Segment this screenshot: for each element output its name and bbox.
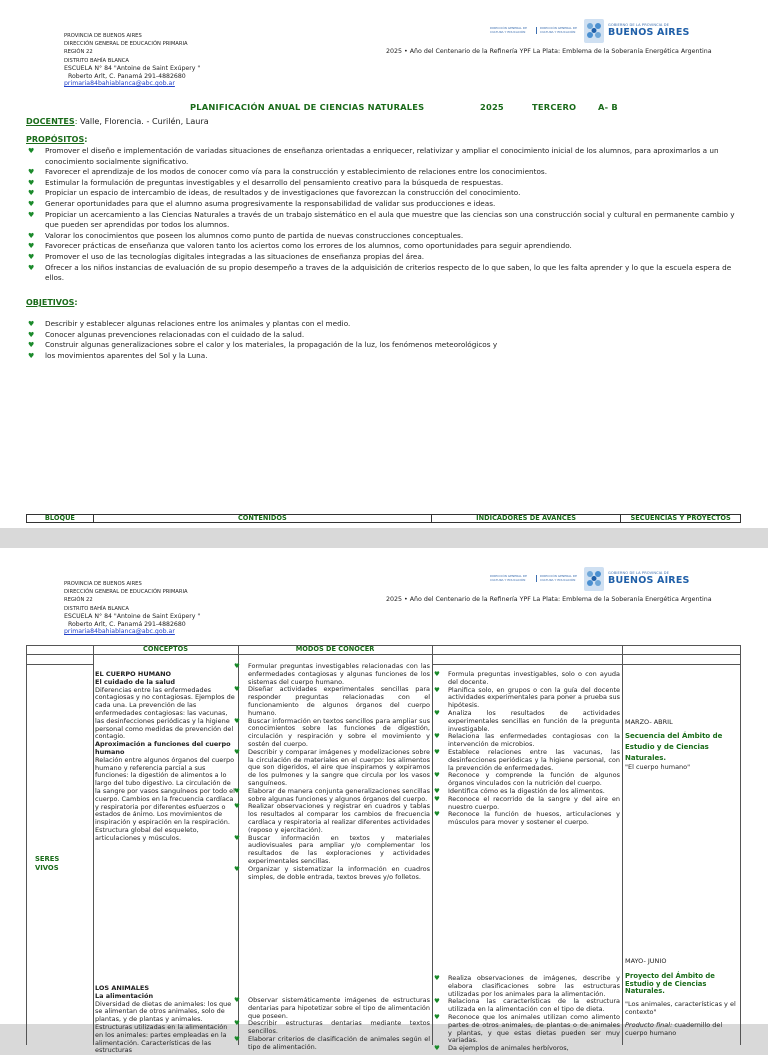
indicador-item (434, 671, 620, 687)
header-line: PROVINCIA DE BUENOS AIRES (64, 581, 142, 587)
logo-title: BUENOS AIRES (608, 575, 690, 586)
table-border (740, 645, 741, 1045)
modo-conocer-item-text: Describir y comparar imágenes y modelizaciones sobre la circulación de materiales en el cuerpo: los alimentos que son digeridos, el aire que inspiramos y expiramos de los pulmones y la sangre que circula por los vasos sanguíneos. (248, 747, 430, 787)
indicador-item-text: Relaciona las características de la estructura utilizada en la alimentación con el tipo de dieta. (448, 997, 620, 1014)
proposito-item (26, 199, 746, 210)
proposito-item (26, 241, 746, 252)
school-email-link[interactable]: primaria84bahiablanca@abc.gob.ar (64, 628, 175, 636)
docentes-names: Valle, Florencia. - Curilén, Laura (80, 116, 209, 126)
header-line: REGIÓN 22 (64, 49, 93, 56)
title-grade: TERCERO (532, 102, 577, 112)
indicador-item (434, 772, 620, 788)
header-line: DIRECCIÓN GENERAL DE EDUCACIÓN PRIMARIA (64, 41, 188, 48)
indicador-item (434, 796, 620, 812)
proposito-item (26, 178, 746, 189)
title-sections: A- B (598, 102, 618, 112)
objetivo-item (26, 330, 746, 341)
heart-bullet-icon: ♥ (234, 786, 240, 795)
heart-bullet-icon: ♥ (434, 974, 440, 982)
objetivo-item-text: Describir y establecer algunas relaciones entre los animales y plantas con el medio. (45, 319, 351, 328)
modo-conocer-item (234, 663, 430, 686)
producto-final: Producto final: cuadernillo del cuerpo humano (625, 1020, 723, 1037)
objetivo-item-text: los movimientos aparentes del Sol y la Luna. (45, 350, 208, 360)
heart-bullet-icon: ♥ (434, 708, 440, 717)
docentes-label: DOCENTES (26, 116, 75, 126)
heart-bullet-icon: ♥ (234, 662, 240, 670)
header-line: PROVINCIA DE BUENOS AIRES (64, 33, 142, 39)
objetivos-list (26, 319, 746, 361)
proyecto-animales (625, 958, 737, 1037)
proposito-item-text: Promover el diseño e implementación de variadas situaciones de enseñanza orientadas a enriquecer, relativizar y ampliar el conocimiento inicial de los alumnos, para aproximarlos a un conocimiento socialmente significativo. (45, 146, 719, 166)
school-name: ESCUELA N° 84 "Antoine de Saint Exúpery " (64, 612, 201, 620)
modo-conocer-item-text: Describir estructuras dentarias mediante textos sencillos. (248, 1019, 430, 1036)
heart-bullet-icon: ♥ (28, 341, 35, 350)
heart-bullet-icon: ♥ (234, 685, 240, 694)
objetivos-heading: OBJETIVOS: (26, 298, 78, 307)
planning-table (26, 645, 741, 1055)
indicador-item (434, 710, 620, 733)
modo-conocer-item-text: Organizar y sistematizar la información en cuadros simples, de doble entrada, textos breves y/o folletos. (248, 864, 430, 881)
heart-bullet-icon: ♥ (234, 1019, 240, 1028)
modo-conocer-item (234, 788, 430, 804)
province-emblem-icon (582, 17, 606, 45)
modo-conocer-item-text: Realizar observaciones y registrar en cuadros y tablas los resultados al comparar los cambios de frecuencia cardíaca y respiratoria al realizar diferentes actividades (reposo y ejercitación). (248, 802, 430, 834)
province-emblem-icon (582, 565, 606, 593)
government-logos (490, 17, 690, 45)
indicador-item-text: Reconoce que los animales utilizan como alimento partes de otros animales, de plantas o de animales y plantas, y que estas dietas pueden ser muy variadas. (448, 1012, 620, 1045)
heart-bullet-icon: ♥ (434, 670, 440, 678)
secuencia-name: "El cuerpo humano" (625, 762, 691, 771)
modo-conocer-item (234, 686, 430, 717)
heart-bullet-icon: ♥ (234, 1034, 240, 1043)
table-border (432, 664, 740, 665)
indicador-item-text: Reconoce y comprende la función de algunos órganos vinculados con la nutrición del cuerpo. (448, 771, 620, 788)
proposito-item (26, 252, 746, 263)
heart-bullet-icon: ♥ (28, 231, 35, 240)
objetivo-item-text: Construir algunas generalizaciones sobre el calor y los materiales, la propagación de la luz, los fenómenos meteorológicos y (45, 340, 498, 350)
heart-bullet-icon: ♥ (434, 786, 440, 795)
direccion-logo-text: DIRECCIÓN GENERAL DE CULTURA Y EDUCACIÓN (536, 575, 580, 582)
modo-conocer-item-text: Buscar información en textos y materiales audiovisuales para ampliar y/o complementar los resultados de las exploraciones y actividades experimentales sencillas. (248, 833, 430, 865)
secuencia-cuerpo-humano (625, 719, 737, 772)
year-motto: 2025 • Año del Centenario de la Refinería YPF La Plata: Emblema de la Soberanía Energética Argentina (386, 596, 712, 603)
col-modos-conocer: MODOS DE CONOCER (295, 645, 375, 653)
modo-conocer-item (234, 1036, 430, 1052)
modo-conocer-item (234, 803, 430, 834)
modo-conocer-item (234, 866, 430, 882)
modo-conocer-item-text: Diseñar actividades experimentales sencillas para responder preguntas relacionadas con el funcionamiento de algunos órganos del cuerpo humano. (248, 685, 430, 717)
header-line: REGIÓN 22 (64, 597, 93, 604)
document-page-2 (0, 548, 768, 1055)
heart-bullet-icon: ♥ (434, 732, 440, 741)
table-border (432, 645, 433, 1045)
indicador-item (434, 733, 620, 749)
heart-bullet-icon: ♥ (234, 747, 240, 756)
indicador-item-text: Da ejemplos de animales herbívoros, (448, 1044, 569, 1053)
proposito-item-text: Favorecer el aprendizaje de los modos de conocer como vía para la construcción y establecimiento de relaciones entre los conocimientos. (45, 167, 547, 177)
heart-bullet-icon: ♥ (28, 252, 35, 261)
heart-bullet-icon: ♥ (28, 351, 35, 360)
table-border (26, 654, 741, 655)
planning-table-header (26, 514, 741, 523)
heart-bullet-icon: ♥ (434, 685, 440, 694)
indicador-item (434, 749, 620, 772)
objetivo-item (26, 319, 746, 330)
buenos-aires-logo (582, 565, 692, 593)
indicador-item-text: Formula preguntas investigables, solo o con ayuda del docente. (448, 670, 620, 686)
col-secuencias: SECUENCIAS Y PROYECTOS (630, 514, 731, 522)
indicador-item (434, 975, 620, 998)
buenos-aires-logo (582, 17, 692, 45)
proyecto-period: MAYO- JUNIO (625, 957, 667, 965)
modo-conocer-item (234, 1020, 430, 1036)
proposito-item-text: Valorar los conocimientos que poseen los alumnos como punto de partida de nuevas construcciones conceptuales. (45, 230, 464, 240)
proposito-item-text: Propiciar un acercamiento a las Ciencias Naturales a través de un trabajo sistemático en el aula que muestre que las ciencias son una construcción social y cultural en permanente cambio y que pueden ser aprendidas por todos los alumnos. (45, 209, 735, 230)
heart-bullet-icon: ♥ (28, 320, 35, 328)
col-conceptos: CONCEPTOS (143, 645, 188, 653)
proyecto-title: Proyecto del Ámbito de Estudio y de Ciencias Naturales. (625, 971, 715, 996)
secuencia-period: MARZO- ABRIL (625, 718, 673, 726)
modo-conocer-item-text: Formular preguntas investigables relacionadas con las enfermedades contagiosas y algunas funciones de los sistemas del cuerpo humano. (248, 662, 430, 686)
indicadores-list-2 (434, 975, 620, 1053)
proposito-item-text: Promover el uso de las tecnologías digitales integradas a las situaciones de enseñanza propias del área. (45, 251, 425, 261)
modo-conocer-item (234, 997, 430, 1020)
col-bloque: BLOQUE (27, 515, 94, 522)
heart-bullet-icon: ♥ (28, 263, 35, 272)
proposito-item-text: Favorecer prácticas de enseñanza que valoren tanto los aciertos como los errores de los alumnos, como oportunidades para seguir aprendiendo. (45, 241, 572, 251)
heart-bullet-icon: ♥ (434, 747, 440, 756)
modo-conocer-item-text: Elaborar de manera conjunta generalizaciones sencillas sobre algunas funciones y algunos órganos del cuerpo. (248, 786, 430, 803)
indicador-item-text: Analiza los resultados de actividades experimentales sencillas en función de la pregunta investigable. (448, 708, 620, 733)
indicador-item-text: Realiza observaciones de imágenes, describe y elabora clasificaciones sobre las estructuras utilizadas por los animales para la alimentación. (448, 974, 620, 998)
propositos-list (26, 146, 746, 284)
bloque-label: SERES VIVOS (35, 855, 60, 872)
heart-bullet-icon: ♥ (434, 794, 440, 803)
indicador-item (434, 1014, 620, 1045)
proposito-item (26, 188, 746, 199)
proyecto-name: "Los animales, características y el contexto" (625, 1000, 736, 1016)
heart-bullet-icon: ♥ (28, 199, 35, 208)
logo-title: BUENOS AIRES (608, 27, 690, 38)
propositos-heading: PROPÓSITOS: (26, 135, 88, 144)
heart-bullet-icon: ♥ (28, 210, 35, 219)
school-header (64, 32, 200, 89)
heart-bullet-icon: ♥ (434, 997, 440, 1006)
header-line: DISTRITO BAHÍA BLANCA (64, 605, 129, 612)
modo-conocer-item (234, 749, 430, 788)
indicador-item (434, 998, 620, 1014)
indicador-item (434, 811, 620, 827)
proposito-item-text: Generar oportunidades para que el alumno asuma progresivamente la responsabilidad de validar sus producciones e ideas. (45, 198, 496, 208)
docentes-line: DOCENTES: Valle, Florencia. - Curilén, Laura (26, 116, 209, 126)
heart-bullet-icon: ♥ (28, 178, 35, 187)
modo-conocer-item (234, 835, 430, 866)
heart-bullet-icon: ♥ (28, 330, 35, 339)
objetivo-item (26, 340, 746, 351)
table-border (93, 645, 94, 1045)
modos-conocer-list-1 (234, 663, 430, 881)
heart-bullet-icon: ♥ (28, 147, 35, 155)
modo-conocer-item (234, 718, 430, 749)
title-year: 2025 (480, 102, 504, 112)
title-main: PLANIFICACIÓN ANUAL DE CIENCIAS NATURALES (190, 102, 425, 112)
indicador-item-text: Reconoce la función de huesos, articulaciones y músculos para mover y sostener el cuerpo. (448, 810, 620, 827)
secuencia-title: Secuencia del Ámbito de Estudio y de Ciencias Naturales. (625, 731, 723, 762)
school-address: Roberto Arlt, C. Panamá 291-4882680 (68, 620, 186, 628)
proposito-item-text: Estimular la formulación de preguntas investigables y el desarrollo del pensamiento creativo para la búsqueda de respuestas. (45, 177, 504, 187)
table-border (622, 645, 623, 1045)
school-address: Roberto Arlt, C. Panamá 291-4882680 (68, 72, 186, 80)
objetivo-item-text: Conocer algunas prevenciones relacionadas con el cuidado de la salud. (45, 329, 305, 339)
modo-conocer-item-text: Buscar información en textos sencillos para ampliar sus conocimientos sobre las funciones de digestión, circulación y respiración y sobre el movimiento y sostén del cuerpo. (248, 716, 430, 748)
school-name: ESCUELA N° 84 "Antoine de Saint Exúpery " (64, 64, 201, 72)
col-indicadores: INDICADORES DE AVANCES (432, 515, 621, 522)
col-contenidos: CONTENIDOS (94, 515, 432, 522)
ministry-logo-text: DIRECCIÓN GENERAL DE CULTURA Y EDUCACIÓN (490, 26, 528, 34)
indicador-item (434, 1045, 620, 1053)
proposito-item (26, 167, 746, 178)
indicador-item-text: Planifica solo, en grupos o con la guía del docente actividades experimentales para poner a prueba sus hipótesis. (448, 685, 620, 710)
proposito-item (26, 263, 746, 284)
heart-bullet-icon: ♥ (234, 802, 240, 811)
school-email-link[interactable]: primaria84bahiablanca@abc.gob.ar (64, 80, 175, 88)
proposito-item (26, 146, 746, 167)
heart-bullet-icon: ♥ (28, 242, 35, 251)
heart-bullet-icon: ♥ (234, 833, 240, 842)
modo-conocer-item-text: Elaborar criterios de clasificación de animales según el tipo de alimentación. (248, 1034, 430, 1051)
government-logos (490, 565, 690, 593)
heart-bullet-icon: ♥ (28, 168, 35, 177)
heart-bullet-icon: ♥ (434, 771, 440, 780)
indicador-item-text: Identifica cómo es la digestión de los alimentos. (448, 786, 605, 795)
logo-subtitle: GOBIERNO DE LA PROVINCIA DE (608, 571, 669, 575)
proposito-item (26, 231, 746, 242)
heart-bullet-icon: ♥ (234, 716, 240, 725)
conceptos-animales: LOS ANIMALES La alimentación Diversidad de dietas de animales: los que se alimentan de otros animales, solo de plantas, y de plantas y animales. Estructuras utilizadas en la alimentación en los animales: partes empleadas en la alimentación. Características de las estructuras (95, 984, 232, 1055)
ministry-logo-text: DIRECCIÓN GENERAL DE CULTURA Y EDUCACIÓN (490, 574, 528, 582)
proposito-item-text: Ofrecer a los niños instancias de evaluación de su propio desempeño a traves de la adquisición de criterios respecto de lo que saben, lo que les falta aprender y lo que la escuela espera de ellos. (45, 262, 732, 283)
school-header (64, 580, 200, 637)
heart-bullet-icon: ♥ (234, 996, 240, 1004)
modo-conocer-item-text: Observar sistemáticamente imágenes de estructuras dentarias para hipotetizar sobre el tipo de alimentación que poseen. (248, 996, 430, 1020)
logo-subtitle: GOBIERNO DE LA PROVINCIA DE (608, 23, 669, 27)
header-line: DISTRITO BAHÍA BLANCA (64, 57, 129, 64)
objetivo-item (26, 351, 746, 362)
indicador-item-text: Establece relaciones entre las vacunas, las desinfecciones periódicas y la higiene personal, con la prevención de enfermedades. (448, 747, 620, 772)
header-line: DIRECCIÓN GENERAL DE EDUCACIÓN PRIMARIA (64, 589, 188, 596)
indicador-item (434, 687, 620, 710)
table-border (26, 664, 93, 665)
heart-bullet-icon: ♥ (28, 189, 35, 198)
modos-conocer-list-2 (234, 997, 430, 1052)
indicador-item-text: Relaciona las enfermedades contagiosas con la intervención de microbios. (448, 732, 620, 749)
year-motto: 2025 • Año del Centenario de la Refinería YPF La Plata: Emblema de la Soberanía Energética Argentina (386, 48, 712, 55)
direccion-logo-text: DIRECCIÓN GENERAL DE CULTURA Y EDUCACIÓN (536, 27, 580, 34)
heart-bullet-icon: ♥ (434, 1012, 440, 1021)
proposito-item (26, 210, 746, 231)
heart-bullet-icon: ♥ (434, 810, 440, 819)
indicadores-list-1 (434, 671, 620, 827)
proposito-item-text: Propiciar un espacio de intercambio de ideas, de resultados y de investigaciones que favorezcan la construcción del conocimiento. (45, 188, 521, 198)
heart-bullet-icon: ♥ (234, 864, 240, 873)
conceptos-cuerpo-humano: EL CUERPO HUMANO El cuidado de la salud Diferencias entre las enfermedades contagiosas y no contagiosas. Ejemplos de cada una. La prevención de las enfermedades contagiosas: las vacunas, las desinfecciones periódicas y la higiene personal como medidas de prevención del contagio. Aproximación a funciones del cuerpo humano Relación entre algunos órganos del cuerpo humano y referencia parcial a sus funciones: la digestión de alimentos a lo largo del tubo digestivo. La circulación de la sangre por vasos sanguíneos por todo el cuerpo. Cambios en la frecuencia cardíaca y respiratoria por diferentes esfuerzos o estados de ánimo. Los movimientos de inspiración y espiración en la respiración. Estructura global del esqueleto, articulaciones y músculos. (95, 670, 235, 842)
table-border (26, 645, 27, 1045)
indicador-item-text: Reconoce el recorrido de la sangre y del aire en nuestro cuerpo. (448, 794, 620, 811)
heart-bullet-icon: ♥ (434, 1044, 440, 1053)
